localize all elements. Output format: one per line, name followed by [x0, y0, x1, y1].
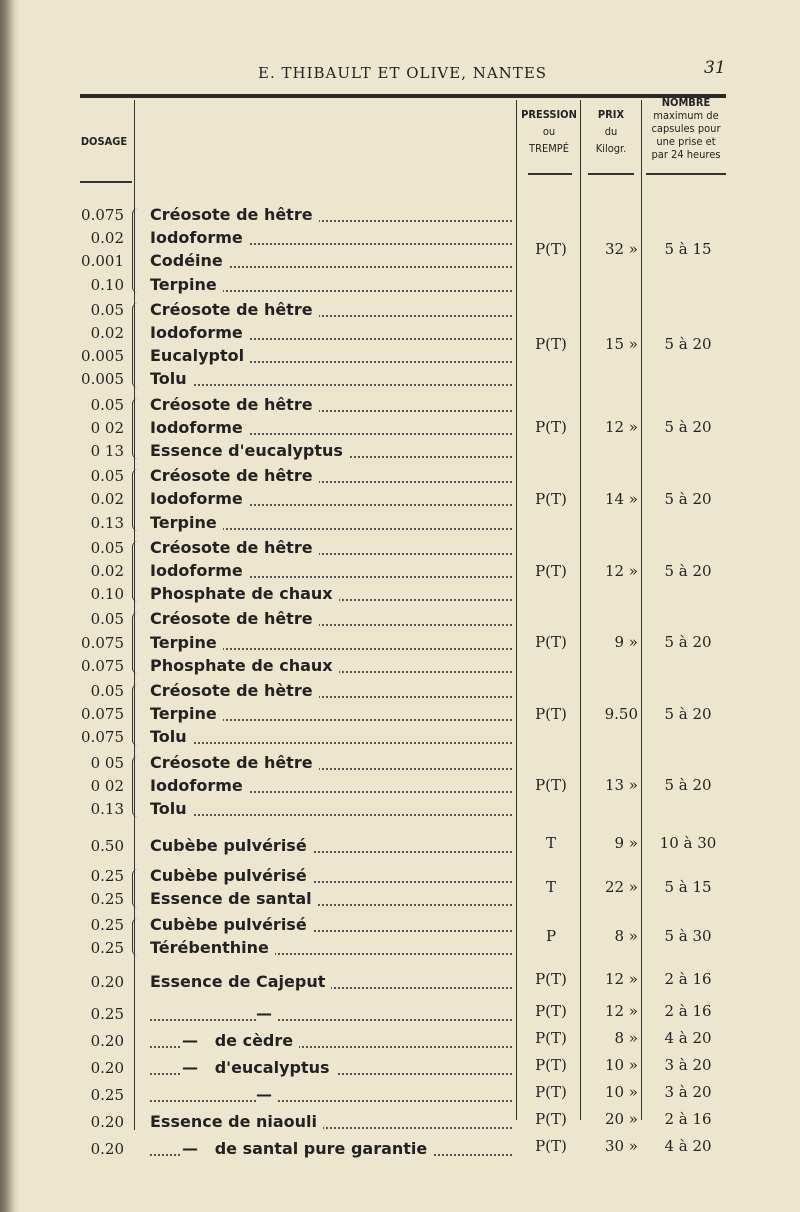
- dosage-value: 0.02: [90, 229, 124, 248]
- formula-group: [0, 998, 800, 1025]
- pression-value: P(T): [535, 1001, 567, 1020]
- dosage-value: 0.25: [90, 1004, 124, 1023]
- pression-value: P(T): [535, 1028, 567, 1047]
- ingredient-name: Créosote de hètre: [150, 681, 319, 700]
- ingredient-name: Créosote de hêtre: [150, 300, 319, 319]
- dosage-value: 0.02: [90, 561, 124, 580]
- ingredient-name: Créosote de hêtre: [150, 395, 319, 414]
- price-value: 12 »: [604, 418, 638, 437]
- dosage-value: 0.05: [90, 538, 124, 557]
- ingredient-row: [0, 299, 800, 321]
- formula-group: [0, 394, 800, 464]
- ingredient-row: [0, 274, 800, 296]
- ingredient-name: Tolu: [150, 369, 193, 388]
- grouping-brace: [132, 541, 143, 603]
- dosage-header: DOSAGE: [80, 135, 128, 148]
- capsule-count: 5 à 20: [664, 561, 712, 580]
- formula-group: [0, 1025, 800, 1052]
- dosage-value: 0.25: [90, 938, 124, 957]
- ingredient-name: Essence de niaouli: [150, 1112, 323, 1131]
- dosage-value: 0.25: [90, 915, 124, 934]
- grouping-brace: [132, 684, 143, 746]
- ingredient-row: [0, 512, 800, 534]
- ingredient-row: [0, 798, 800, 820]
- dosage-value: 0 13: [90, 441, 124, 460]
- ingredient-row: [0, 204, 800, 226]
- pression-value: P(T): [535, 240, 567, 259]
- capsule-count: 5 à 15: [664, 240, 712, 259]
- ingredient-row: [0, 583, 800, 605]
- price-value: 8 »: [614, 926, 638, 945]
- price-value: 30 »: [604, 1136, 638, 1155]
- dosage-value: 0.20: [90, 1112, 124, 1131]
- formula-group: [0, 299, 800, 392]
- dosage-value: 0.50: [90, 837, 124, 856]
- ingredient-name: Terpine: [150, 513, 223, 532]
- ingredient-name: — de santal pure garantie: [182, 1139, 433, 1158]
- dosage-value: 0.005: [81, 347, 124, 366]
- capsule-count: 10 à 30: [659, 834, 717, 853]
- ingredient-name: Phosphate de chaux: [150, 584, 339, 603]
- pression-value: P(T): [535, 335, 567, 354]
- ingredient-row: [0, 752, 800, 774]
- ingredient-name: Térébenthine: [150, 938, 275, 957]
- dosage-value: 0.001: [81, 252, 124, 271]
- capsule-count: 5 à 20: [664, 335, 712, 354]
- ingredient-name: — de cèdre: [182, 1031, 299, 1050]
- pression-value: P(T): [535, 561, 567, 580]
- capsule-count: 4 à 20: [664, 1028, 712, 1047]
- capsule-count: 4 à 20: [664, 1136, 712, 1155]
- ingredient-name: Iodoforme: [150, 776, 249, 795]
- dosage-value: 0.075: [81, 705, 124, 724]
- dosage-value: 0.005: [81, 370, 124, 389]
- price-value: 13 »: [604, 776, 638, 795]
- formula-group: [0, 914, 800, 960]
- ingredient-name: Iodoforme: [150, 228, 249, 247]
- ingredient-name: —: [256, 1085, 278, 1104]
- capsule-count: 5 à 15: [664, 878, 712, 897]
- ingredient-name: —: [256, 1004, 278, 1023]
- pression-value: T: [545, 878, 556, 897]
- dosage-value: 0.075: [81, 728, 124, 747]
- ingredient-name: Essence de santal: [150, 889, 318, 908]
- formula-group: [0, 823, 800, 865]
- ingredient-name: Créosote de hêtre: [150, 205, 319, 224]
- formula-group: [0, 962, 800, 998]
- dosage-value: 0.02: [90, 323, 124, 342]
- ingredient-name: Tolu: [150, 799, 193, 818]
- capsule-count: 5 à 20: [664, 704, 712, 723]
- ingredient-row: [0, 394, 800, 416]
- formula-group: [0, 680, 800, 750]
- ingredient-name: Phosphate de chaux: [150, 656, 339, 675]
- price-value: 32 »: [604, 240, 638, 259]
- grouping-brace: [132, 612, 143, 674]
- price-value: 14 »: [604, 489, 638, 508]
- price-value: 10 »: [604, 1082, 638, 1101]
- dosage-value: 0.25: [90, 890, 124, 909]
- ingredient-row: [0, 440, 800, 462]
- formula-group: [0, 752, 800, 822]
- ingredient-name: Iodoforme: [150, 418, 249, 437]
- dot-leader: [150, 740, 512, 744]
- grouping-brace: [132, 469, 143, 531]
- grouping-brace: [132, 398, 143, 460]
- pression-value: P: [545, 926, 557, 945]
- formula-group: [0, 608, 800, 678]
- ingredient-name: Créosote de hêtre: [150, 609, 319, 628]
- dot-leader: [150, 1017, 512, 1021]
- formula-group: [0, 465, 800, 535]
- pression-value: P(T): [535, 1136, 567, 1155]
- dosage-value: 0.10: [90, 275, 124, 294]
- ingredient-name: — d'eucalyptus: [182, 1058, 336, 1077]
- header-underline: [646, 173, 726, 175]
- ingredient-name: Terpine: [150, 704, 223, 723]
- capsule-count: 3 à 20: [664, 1055, 712, 1074]
- formula-group: [0, 1052, 800, 1079]
- ingredient-name: Cubèbe pulvérisé: [150, 836, 313, 855]
- formula-group: [0, 865, 800, 911]
- dosage-value: 0.20: [90, 1031, 124, 1050]
- ingredient-name: Créosote de hêtre: [150, 538, 319, 557]
- capsule-count: 5 à 30: [664, 926, 712, 945]
- dosage-value: 0.20: [90, 1139, 124, 1158]
- price-value: 12 »: [604, 1001, 638, 1020]
- header-underline: [528, 173, 572, 175]
- nombre-header: NOMBRE maximum de capsules pour une prise et par 24 heures: [651, 96, 721, 161]
- dosage-value: 0.02: [90, 490, 124, 509]
- dosage-value: 0.25: [90, 867, 124, 886]
- ingredient-name: Iodoforme: [150, 561, 249, 580]
- running-header: E. THIBAULT ET OLIVE, NANTES: [258, 64, 548, 82]
- formula-group: [0, 1133, 800, 1160]
- price-value: 10 »: [604, 1055, 638, 1074]
- ingredient-name: Cubèbe pulvérisé: [150, 866, 313, 885]
- ingredient-row: [0, 537, 800, 559]
- ingredient-name: Cubèbe pulvérisé: [150, 915, 313, 934]
- price-value: 12 »: [604, 561, 638, 580]
- pression-value: P(T): [535, 633, 567, 652]
- grouping-brace: [132, 303, 143, 388]
- pression-value: P(T): [535, 1109, 567, 1128]
- pression-header: PRESSION ou TREMPÉ: [521, 108, 577, 155]
- formula-group: [0, 204, 800, 297]
- dot-leader: [150, 382, 512, 386]
- ingredient-row: [0, 465, 800, 487]
- pression-value: P(T): [535, 1055, 567, 1074]
- capsule-count: 5 à 20: [664, 489, 712, 508]
- header-underline: [80, 181, 132, 183]
- pression-value: P(T): [535, 704, 567, 723]
- price-value: 9.50: [604, 704, 638, 723]
- prix-header: PRIX du Kilogr.: [595, 108, 627, 155]
- price-value: 9 »: [614, 834, 638, 853]
- header-rule: [80, 94, 726, 98]
- formula-group: [0, 1079, 800, 1106]
- ingredient-row: [0, 608, 800, 630]
- ingredient-name: Essence d'eucalyptus: [150, 441, 349, 460]
- header-underline: [588, 173, 634, 175]
- dosage-value: 0.075: [81, 206, 124, 224]
- dosage-value: 0.05: [90, 300, 124, 319]
- dosage-value: 0.20: [90, 973, 124, 991]
- price-value: 15 »: [604, 335, 638, 354]
- dot-leader: [150, 1098, 512, 1102]
- ingredient-row: [0, 680, 800, 702]
- dosage-value: 0 02: [90, 776, 124, 795]
- dosage-value: 0.05: [90, 467, 124, 486]
- price-value: 9 »: [614, 633, 638, 652]
- ingredient-name: Terpine: [150, 275, 223, 294]
- price-value: 20 »: [604, 1109, 638, 1128]
- dosage-value: 0.075: [81, 633, 124, 652]
- pression-value: P(T): [535, 970, 567, 988]
- capsule-count: 5 à 20: [664, 776, 712, 795]
- pression-value: P(T): [535, 418, 567, 437]
- dosage-value: 0.10: [90, 585, 124, 604]
- pression-value: P(T): [535, 1082, 567, 1101]
- pression-value: P(T): [535, 489, 567, 508]
- capsule-count: 5 à 20: [664, 418, 712, 437]
- dosage-value: 0.075: [81, 656, 124, 675]
- ingredient-name: Tolu: [150, 727, 193, 746]
- dosage-value: 0.05: [90, 395, 124, 414]
- formula-group: [0, 537, 800, 607]
- dosage-value: 0.20: [90, 1058, 124, 1077]
- grouping-brace: [132, 756, 143, 818]
- ingredient-name: Essence de Cajeput: [150, 972, 331, 991]
- grouping-brace: [132, 918, 143, 956]
- dosage-value: 0.05: [90, 682, 124, 700]
- ingredient-name: Créosote de hêtre: [150, 753, 319, 772]
- ingredient-row: [0, 368, 800, 390]
- ingredient-name: Créosote de hêtre: [150, 466, 319, 485]
- dosage-value: 0.25: [90, 1085, 124, 1104]
- grouping-brace: [132, 869, 143, 907]
- capsule-count: 2 à 16: [664, 1001, 712, 1020]
- price-value: 22 »: [604, 878, 638, 897]
- dot-leader: [150, 812, 512, 816]
- ingredient-row: [0, 655, 800, 677]
- ingredient-name: Iodoforme: [150, 323, 249, 342]
- dosage-value: 0 02: [90, 418, 124, 437]
- ingredient-name: Codéine: [150, 251, 229, 270]
- grouping-brace: [132, 208, 143, 293]
- capsule-count: 2 à 16: [664, 970, 712, 988]
- dosage-value: 0.13: [90, 513, 124, 532]
- formula-group: [0, 1106, 800, 1133]
- capsule-count: 5 à 20: [664, 633, 712, 652]
- capsule-count: 2 à 16: [664, 1109, 712, 1128]
- ingredient-name: Eucalyptol: [150, 346, 250, 365]
- ingredient-name: Terpine: [150, 633, 223, 652]
- dosage-value: 0.05: [90, 610, 124, 629]
- ingredient-name: Iodoforme: [150, 489, 249, 508]
- price-value: 8 »: [614, 1028, 638, 1047]
- price-value: 12 »: [604, 970, 638, 988]
- page-number: 31: [704, 58, 726, 78]
- pression-value: P(T): [535, 776, 567, 795]
- pression-value: T: [545, 834, 556, 853]
- capsule-count: 3 à 20: [664, 1082, 712, 1101]
- ingredient-row: [0, 726, 800, 748]
- dosage-value: 0 05: [90, 753, 124, 772]
- dosage-value: 0.13: [90, 799, 124, 818]
